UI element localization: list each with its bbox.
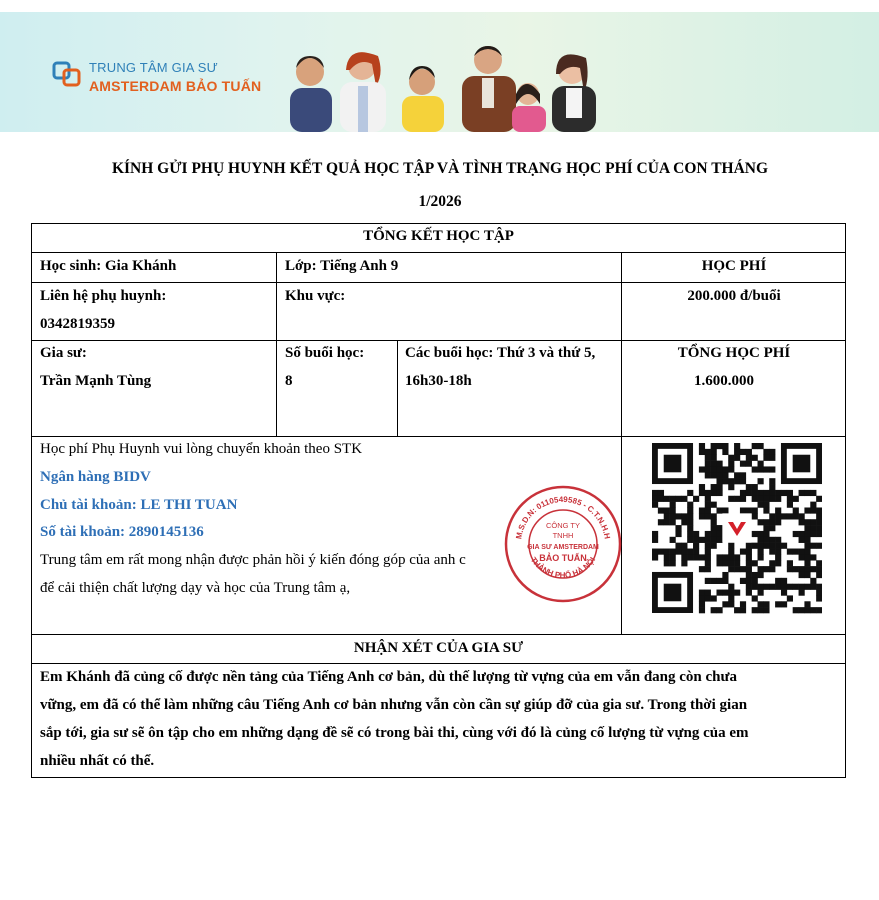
- sessions-label: Số buổi học:: [285, 345, 365, 361]
- payment-instruction: Học phí Phụ Huynh vui lòng chuyển khoản theo STK: [40, 441, 363, 457]
- tutor-name: Trần Mạnh Tùng: [40, 373, 152, 389]
- banner-people-image: [270, 30, 610, 132]
- bank-name: Ngân hàng BIDV: [40, 469, 151, 485]
- brand-line2: AMSTERDAM BẢO TUẤN: [89, 78, 262, 94]
- summary-header: TỔNG KẾT HỌC TẬP: [363, 228, 514, 244]
- schedule-line1: Các buổi học: Thứ 3 và thứ 5,: [405, 345, 596, 361]
- header-banner: [0, 12, 879, 132]
- total-fee-label: TỔNG HỌC PHÍ: [677, 345, 791, 361]
- fee-per-session: 200.000 đ/buổi: [687, 288, 781, 304]
- parent-phone: 0342819359: [40, 316, 115, 332]
- review-line2: vững, em đã có thể làm những câu Tiếng Anh cơ bản nhưng vẫn còn cần sự giúp đỡ của gia sư. Trong thời gian: [40, 697, 748, 713]
- stamp-line1: CÔNG TY: [545, 521, 581, 530]
- brand-line1: TRUNG TÂM GIA SƯ: [89, 60, 218, 75]
- table-column-divider: [397, 340, 398, 436]
- class-name: Lớp: Tiếng Anh 9: [285, 258, 399, 274]
- table-column-divider: [276, 252, 277, 436]
- review-header: NHẬN XÉT CỦA GIA SƯ: [353, 640, 524, 656]
- stamp-line2: TNHH: [552, 531, 574, 540]
- parent-contact-label: Liên hệ phụ huynh:: [40, 288, 167, 304]
- review-line3: sắp tới, gia sư sẽ ôn tập cho em những dạng đề sẽ có trong bài thi, cùng với đó là củng cố lượng từ vựng của em: [40, 725, 749, 741]
- sessions-count: 8: [285, 373, 293, 389]
- feedback-line1: Trung tâm em rất mong nhận được phản hồi ý kiến đóng góp của anh c: [40, 552, 466, 568]
- fee-header: HỌC PHÍ: [701, 258, 767, 274]
- student-name: Học sinh: Gia Khánh: [40, 258, 177, 274]
- page-title-line2: 1/2026: [418, 193, 462, 210]
- account-holder: Chủ tài khoản: LE THI TUAN: [40, 497, 238, 513]
- total-fee-value: 1.600.000: [694, 373, 754, 389]
- review-line1: Em Khánh đã củng cố được nền tảng của Tiếng Anh cơ bản, dù thế lượng từ vựng của em vẫn đang còn chưa: [40, 669, 738, 685]
- stamp-bottom-text: THÀNH PHỐ HÀ NỘI: [528, 555, 598, 580]
- schedule-line2: 16h30-18h: [405, 373, 472, 389]
- company-stamp: [503, 484, 623, 604]
- stamp-ring-text: M.S.D.N: 0110549585 - C.T.N.H.H: [514, 494, 612, 540]
- review-line4: nhiều nhất có thể.: [40, 753, 155, 769]
- area-label: Khu vực:: [285, 288, 346, 304]
- logo-icon: [52, 60, 82, 88]
- qr-code: [652, 443, 822, 615]
- stamp-line3: GIA SƯ AMSTERDAM: [527, 544, 599, 551]
- account-number: Số tài khoản: 2890145136: [40, 524, 204, 540]
- tutor-label: Gia sư:: [40, 345, 87, 361]
- feedback-line2: để cải thiện chất lượng dạy và học của Trung tâm ạ,: [40, 580, 351, 596]
- stamp-line4: BẢO TUẤN: [539, 553, 587, 563]
- page-title-line1: KÍNH GỬI PHỤ HUYNH KẾT QUẢ HỌC TẬP VÀ TÌNH TRẠNG HỌC PHÍ CỦA CON THÁNG: [111, 160, 769, 177]
